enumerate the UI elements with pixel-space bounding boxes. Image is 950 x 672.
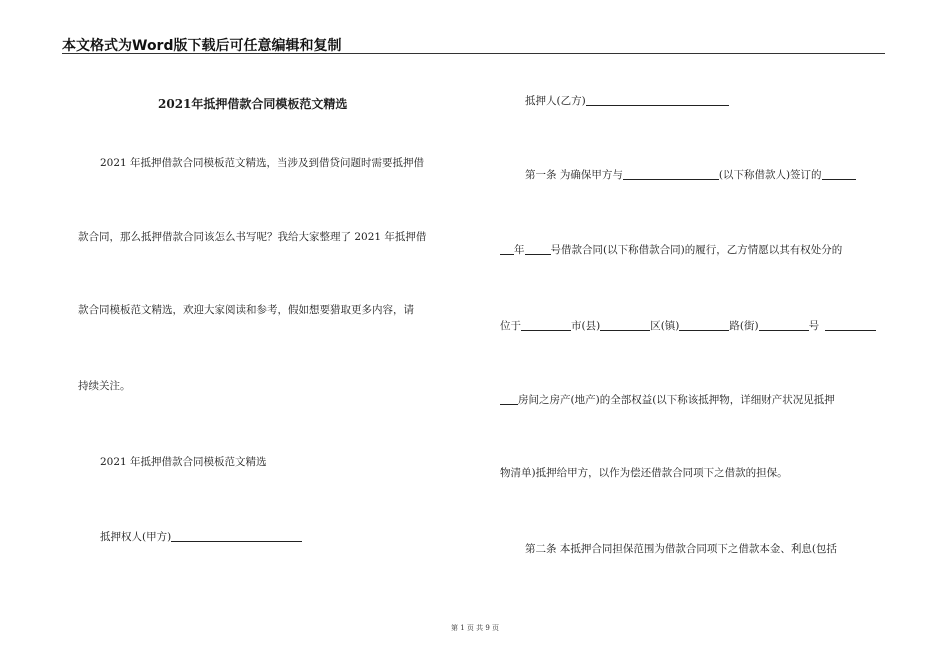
contract-number-blank — [525, 244, 551, 255]
intro-line-2: 款合同，那么抵押借款合同该怎么书写呢？我给大家整理了 2021 年抵押借 — [78, 231, 427, 243]
mortgagee-line — [100, 531, 302, 543]
district-label: 区(镇) — [650, 320, 680, 332]
mortgagor-label: 抵押人(乙方) — [525, 95, 586, 107]
borrower-blank — [623, 169, 719, 180]
intro-line-3: 款合同模板范文精选，欢迎大家阅读和参考，假如想要猎取更多内容，请 — [78, 304, 414, 316]
year-blank — [500, 244, 514, 255]
intro-line-4: 持续关注。 — [78, 380, 131, 392]
page-footer: 第 1 页 共 9 页 — [450, 624, 500, 632]
location-label: 位于 — [500, 320, 521, 332]
article1-text-b: (以下称借款人)签订的 — [718, 169, 822, 181]
date-blank — [822, 169, 856, 180]
document-header-title: 本文格式为Word版下载后可任意编辑和复制 — [62, 38, 342, 54]
article1-line-5: 物清单)抵押给甲方，以作为偿还借款合同项下之借款的担保。 — [500, 467, 788, 479]
city-blank — [521, 320, 571, 331]
number-label: 号 — [808, 320, 820, 332]
mortgagor-line — [525, 95, 729, 107]
intro-line-1: 2021 年抵押借款合同模板范文精选，当涉及到借贷问题时需要抵押借 — [100, 157, 425, 169]
room-number-blank — [500, 394, 518, 405]
header-divider — [62, 53, 885, 54]
article1-text-c: 号借款合同(以下称借款合同)的履行，乙方情愿以其有权处分的 — [550, 244, 843, 256]
article1-year: 年 — [514, 244, 525, 256]
article2-line-1: 第二条 本抵押合同担保范围为借款合同项下之借款本金、利息(包括 — [525, 543, 837, 555]
mortgagor-blank — [586, 95, 729, 106]
article1-text-a: 第一条 为确保甲方与 — [525, 169, 623, 181]
city-label: 市(县) — [571, 320, 601, 332]
road-blank — [679, 320, 729, 331]
number-blank — [759, 320, 809, 331]
room-blank — [825, 320, 876, 331]
article1-line-1 — [525, 169, 856, 181]
mortgagee-blank — [171, 531, 302, 542]
mortgagee-label: 抵押权人(甲方) — [100, 531, 172, 543]
article1-text-d: 房间之房产(地产)的全部权益(以下称该抵押物，详细财产状况见抵押 — [518, 394, 835, 406]
article1-line-4 — [500, 394, 835, 406]
document-title: 2021年抵押借款合同模板范文精选 — [158, 97, 348, 111]
article1-line-2 — [500, 244, 842, 256]
district-blank — [600, 320, 650, 331]
article1-line-3 — [500, 320, 876, 332]
section-subtitle: 2021 年抵押借款合同模板范文精选 — [100, 456, 267, 468]
road-label: 路(街) — [729, 320, 759, 332]
